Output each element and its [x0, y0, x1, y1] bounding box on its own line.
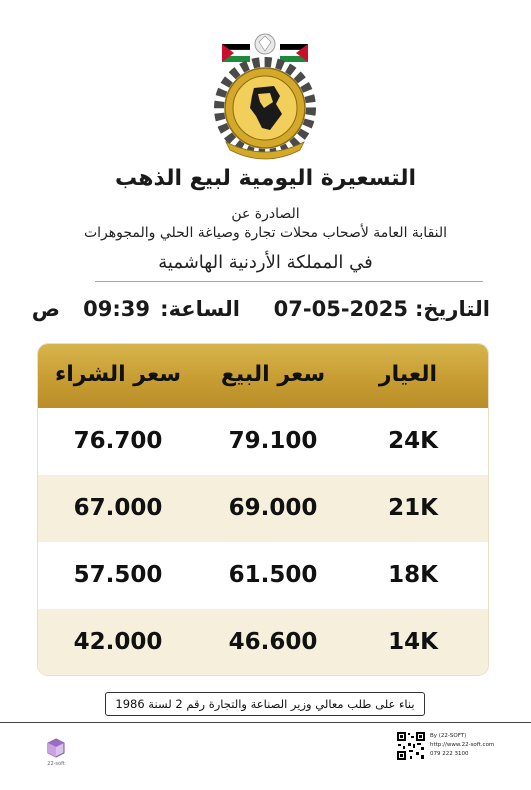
divider-line [95, 281, 483, 282]
table-row [38, 542, 488, 609]
credit-phone: 079 222 3100 [430, 751, 469, 757]
buy-price-cell: 76.700 [73, 428, 163, 454]
brand-name: 22-soft [47, 761, 65, 767]
syndicate-emblem [204, 30, 326, 160]
time-label: الساعة: [160, 297, 240, 321]
developer-credit [430, 732, 494, 759]
buy-price-cell: 57.500 [73, 562, 163, 588]
table-header [38, 344, 488, 408]
sell-price-cell: 46.600 [228, 629, 318, 655]
decree-note: بناء على طلب معالي وزير الصناعة والتجارة رقم 2 لسنة 1986 [105, 692, 425, 716]
karat-cell: 21K [388, 495, 438, 521]
issued-by-text: الصادرة عن [231, 206, 300, 222]
sell-price-cell: 79.100 [228, 428, 318, 454]
date-value: 07-05-2025 [273, 297, 408, 321]
header-sell-price: سعر البيع [220, 362, 326, 387]
22-soft-logo-icon [46, 737, 66, 761]
date-label: التاريخ: [414, 297, 490, 321]
table-row [38, 408, 488, 475]
buy-price-cell: 67.000 [73, 495, 163, 521]
kingdom-name: في المملكة الأردنية الهاشمية [158, 252, 373, 273]
date-time-row [31, 297, 490, 331]
time-suffix: ص [31, 297, 60, 321]
flag-right [280, 44, 308, 62]
table-row [38, 475, 488, 542]
karat-cell: 18K [388, 562, 438, 588]
time-value: 09:39 [83, 297, 150, 321]
footer-divider [0, 722, 531, 723]
buy-price-cell: 42.000 [73, 629, 163, 655]
karat-cell: 14K [388, 629, 438, 655]
page-title: التسعيرة اليومية لبيع الذهب [114, 166, 417, 191]
flag-left [222, 44, 250, 62]
karat-cell: 24K [388, 428, 438, 454]
header-karat: العيار [378, 362, 438, 387]
header-buy-price: سعر الشراء [54, 362, 182, 387]
credit-by: By (22-SOFT) [430, 733, 467, 739]
sell-price-cell: 69.000 [228, 495, 318, 521]
gold-price-table [38, 344, 488, 675]
qr-code-icon [396, 731, 426, 761]
table-row [38, 609, 488, 675]
credit-url[interactable]: http://www.22-soft.com [430, 742, 495, 748]
sell-price-cell: 61.500 [228, 562, 318, 588]
syndicate-name: النقابة العامة لأصحاب محلات تجارة وصياغة الحلي والمجوهرات [83, 225, 448, 241]
